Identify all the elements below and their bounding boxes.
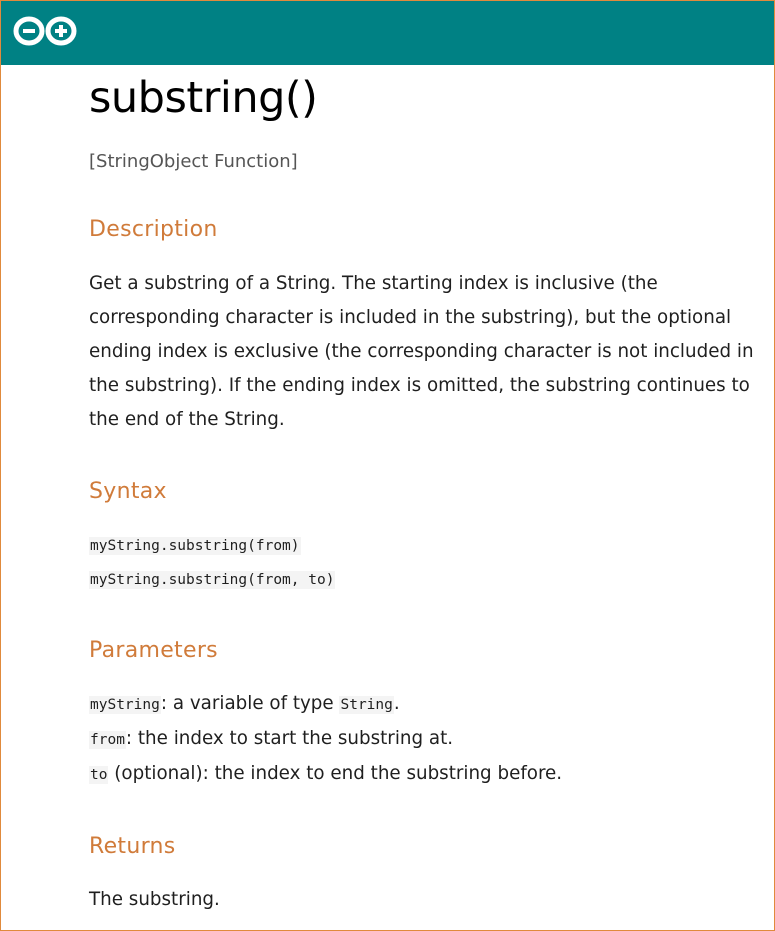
page-title: substring() <box>89 73 318 123</box>
description-heading: Description <box>89 217 218 242</box>
returns-text: The substring. <box>89 889 220 910</box>
parameter-item <box>89 762 562 787</box>
parameters-heading: Parameters <box>89 638 218 663</box>
returns-heading: Returns <box>89 834 176 859</box>
parameter-name: to <box>90 767 108 783</box>
description-text: Get a substring of a String. The starting index is inclusive (the corresponding character is included in the substring), but the optional ending index is exclusive (the corresponding character is not included in the substring). If the ending index is omitted, the substring continues to the end of the String. <box>89 273 754 430</box>
arduino-logo-icon[interactable] <box>12 15 78 47</box>
parameter-text: . <box>393 693 400 714</box>
syntax-line <box>89 568 335 591</box>
parameter-text: (optional): the index to end the substring before. <box>108 763 563 784</box>
syntax-code: myString.substring(from, to) <box>90 572 335 588</box>
syntax-heading: Syntax <box>89 479 167 504</box>
top-navigation-bar <box>1 1 774 65</box>
parameter-item <box>89 727 453 752</box>
syntax-line <box>89 534 301 557</box>
page-subtitle: [StringObject Function] <box>89 151 298 172</box>
parameter-text: : a variable of type <box>160 693 340 714</box>
parameter-text: : the index to start the substring at. <box>125 728 454 749</box>
parameter-name: from <box>90 732 125 748</box>
parameter-name: myString <box>90 697 160 713</box>
parameter-type: String <box>340 697 393 713</box>
syntax-code: myString.substring(from) <box>90 538 300 554</box>
parameter-item <box>89 692 400 717</box>
